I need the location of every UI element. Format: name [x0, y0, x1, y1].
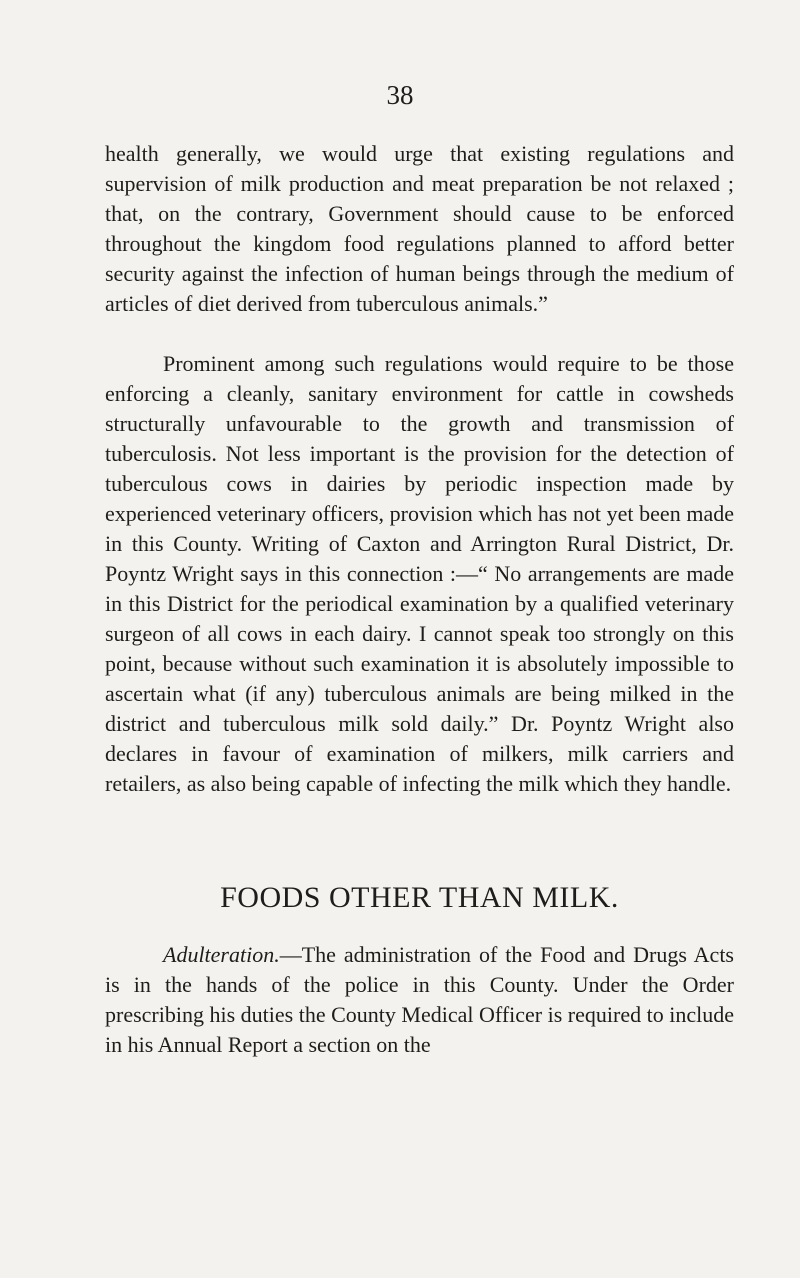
paragraph-3-text: —The administration of the Food and Drugs Acts is in the hands of the police in this County. Under the Order prescribing his duties the County Medical Officer is required to include in his Annual Report a section on the: [105, 942, 734, 1057]
paragraph-3-lead: Adulteration.: [163, 942, 280, 967]
paragraph-3: [105, 940, 734, 1060]
section-heading: FOODS OTHER THAN MILK.: [220, 881, 619, 914]
paragraph-2: Prominent among such regulations would require to be those enforcing a cleanly, sanitary environment for cattle in cowsheds structurally unfavourable to the growth and transmission of tuberculosis. Not less important is the provision for the detection of tuberculous cows in dairies by periodic inspection made by experienced veterinary officers, provision which has not yet been made in this County. Writing of Caxton and Arrington Rural District, Dr. Poyntz Wright says in this connection :—“ No arrangements are made in this District for the periodical examination by a qualified veterinary surgeon of all cows in each dairy. I cannot speak too strongly on this point, because without such examination it is absolutely impossible to ascertain what (if any) tuberculous animals are being milked in the district and tuberculous milk sold daily.” Dr. Poyntz Wright also declares in favour of examination of milkers, milk carriers and retailers, as also being capable of infecting the milk which they handle.: [105, 351, 734, 796]
document-body: [105, 139, 734, 1060]
paragraph-1: health generally, we would urge that existing regulations and supervision of milk production and meat preparation be not relaxed ; that, on the contrary, Government should cause to be enforced throughout the kingdom food regulations planned to afford better security against the infection of human beings through the medium of articles of diet derived from tuberculous animals.”: [105, 141, 734, 316]
page-number: 38: [386, 80, 414, 110]
